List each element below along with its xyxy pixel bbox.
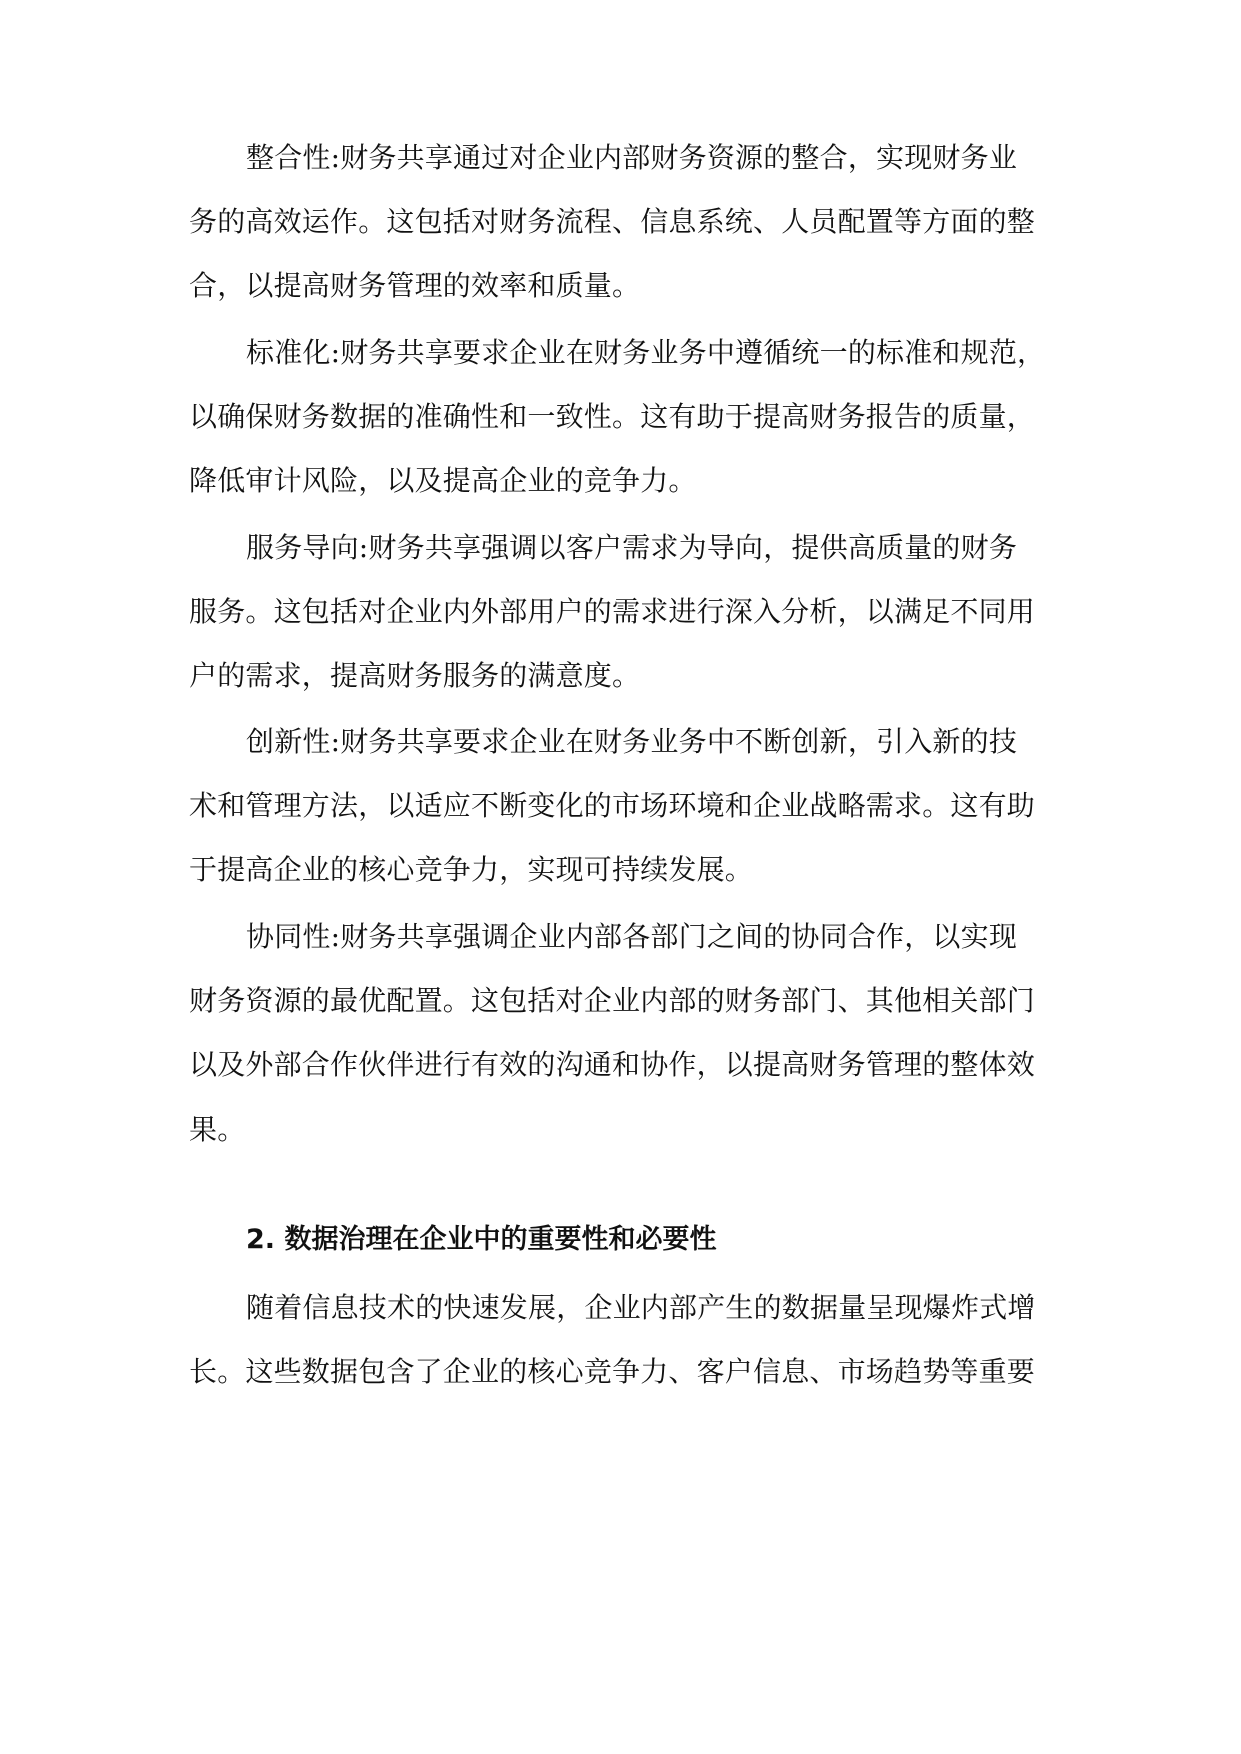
paragraph-4-line-2: 术和管理方法，以适应不断变化的市场环境和企业战略需求。这有助 — [189, 789, 1036, 822]
paragraph-2-line-1: 标准化:财务共享要求企业在财务业务中遵循统一的标准和规范， — [246, 336, 1046, 369]
paragraph-5-line-1: 协同性:财务共享强调企业内部各部门之间的协同合作，以实现 — [246, 920, 1018, 953]
paragraph-6-line-2: 长。这些数据包含了企业的核心竞争力、客户信息、市场趋势等重要 — [189, 1355, 1036, 1388]
paragraph-4-line-3: 于提高企业的核心竞争力，实现可持续发展。 — [189, 853, 754, 886]
paragraph-1-line-3: 合，以提高财务管理的效率和质量。 — [189, 269, 641, 302]
section-heading: 2. 数据治理在企业中的重要性和必要性 — [246, 1224, 717, 1255]
paragraph-1-line-2: 务的高效运作。这包括对财务流程、信息系统、人员配置等方面的整 — [189, 205, 1036, 238]
paragraph-2-line-3: 降低审计风险，以及提高企业的竞争力。 — [189, 464, 697, 497]
paragraph-3-line-2: 服务。这包括对企业内外部用户的需求进行深入分析，以满足不同用 — [189, 595, 1036, 628]
paragraph-6-line-1: 随着信息技术的快速发展，企业内部产生的数据量呈现爆炸式增 — [246, 1291, 1036, 1324]
paragraph-4-line-1: 创新性:财务共享要求企业在财务业务中不断创新，引入新的技 — [246, 725, 1018, 758]
paragraph-3-line-1: 服务导向:财务共享强调以客户需求为导向，提供高质量的财务 — [246, 531, 1018, 564]
paragraph-5-line-2: 财务资源的最优配置。这包括对企业内部的财务部门、其他相关部门 — [189, 984, 1036, 1017]
paragraph-2-line-2: 以确保财务数据的准确性和一致性。这有助于提高财务报告的质量， — [189, 400, 1036, 433]
paragraph-5-line-4: 果。 — [189, 1113, 246, 1146]
paragraph-3-line-3: 户的需求，提高财务服务的满意度。 — [189, 659, 641, 692]
paragraph-1-line-1: 整合性:财务共享通过对企业内部财务资源的整合，实现财务业 — [246, 141, 1018, 174]
paragraph-5-line-3: 以及外部合作伙伴进行有效的沟通和协作，以提高财务管理的整体效 — [189, 1048, 1036, 1081]
